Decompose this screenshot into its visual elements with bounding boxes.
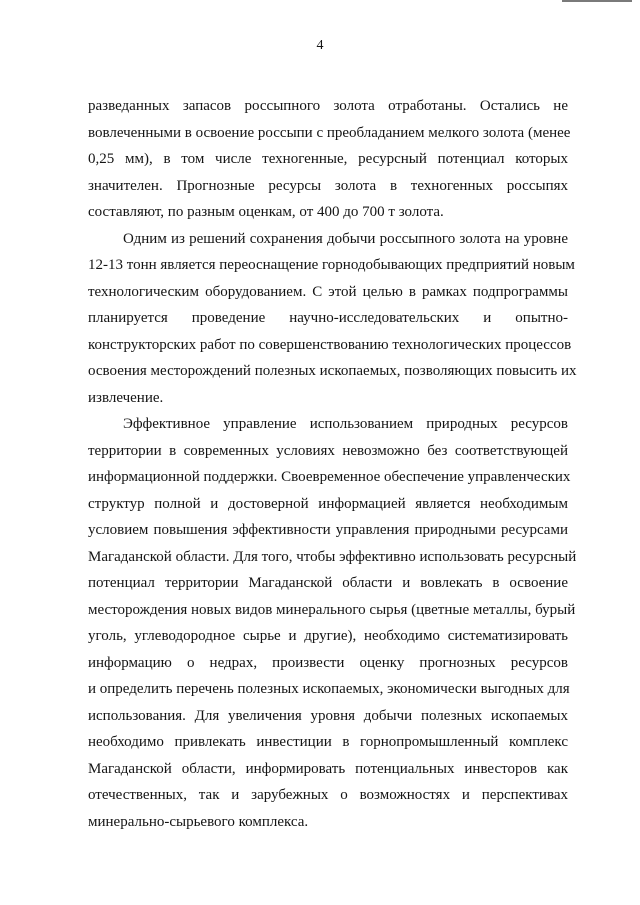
text-line: технологическим оборудованием. С этой целью в рамках подпрограммы (88, 283, 568, 300)
text-line: конструкторских работ по совершенствованию технологических процессов (88, 336, 572, 353)
text-line: 0,25 мм), в том числе техногенные, ресурсный потенциал которых (88, 151, 568, 167)
text-line: 12-13 тонн является переоснащение горнодобывающих предприятий новым (88, 257, 575, 273)
scan-edge-mark (562, 0, 632, 2)
text-line: структур полной и достоверной информацией является необходимым (88, 495, 568, 512)
text-line: составляют, по разным оценкам, от 400 до 700 т золота. (88, 204, 444, 220)
text-line: отечественных, так и зарубежных о возможностях и перспективах (88, 787, 568, 803)
text-line: уголь, углеводородное сырье и другие), необходимо систематизировать (88, 628, 568, 644)
text-line: информационной поддержки. Своевременное обеспечение управленческих (88, 469, 571, 485)
text-line: необходимо привлекать инвестиции в горнопромышленный комплекс (88, 734, 568, 750)
paragraph-2 (88, 226, 577, 412)
text-line: Одним из решений сохранения добычи россыпного золота на уровне (123, 230, 568, 247)
text-line: информацию о недрах, произвести оценку прогнозных ресурсов (88, 654, 568, 671)
text-line: и определить перечень полезных ископаемых, экономически выгодных для (88, 681, 570, 697)
text-line: Эффективное управление использованием природных ресурсов (123, 416, 568, 432)
text-line: Магаданской области, информировать потенциальных инвесторов как (88, 760, 568, 777)
text-line: потенциал территории Магаданской области и вовлекать в освоение (88, 575, 568, 591)
text-line: разведанных запасов россыпного золота отработаны. Остались не (88, 98, 568, 114)
page-number: 4 (316, 38, 324, 53)
text-line: Магаданской области. Для того, чтобы эффективно использовать ресурсный (88, 548, 577, 565)
text-line: значителен. Прогнозные ресурсы золота в техногенных россыпях (88, 177, 568, 194)
text-line: условием повышения эффективности управления природными ресурсами (88, 522, 568, 538)
text-line: вовлеченными в освоение россыпи с преобладанием мелкого золота (менее (88, 124, 571, 141)
text-line: минерально-сырьевого комплекса. (88, 813, 309, 830)
document-body (88, 93, 577, 835)
paragraph-3 (88, 411, 577, 835)
text-line: извлечение. (88, 389, 164, 406)
text-line: месторождения новых видов минерального сырья (цветные металлы, бурый (88, 601, 576, 618)
text-line: освоения месторождений полезных ископаемых, позволяющих повысить их (88, 363, 577, 379)
text-line: использования. Для увеличения уровня добычи полезных ископаемых (88, 707, 568, 724)
text-line: планируется проведение научно-исследовательских и опытно- (88, 310, 568, 326)
paragraph-1 (88, 93, 571, 226)
text-line: территории в современных условиях невозможно без соответствующей (88, 442, 568, 459)
